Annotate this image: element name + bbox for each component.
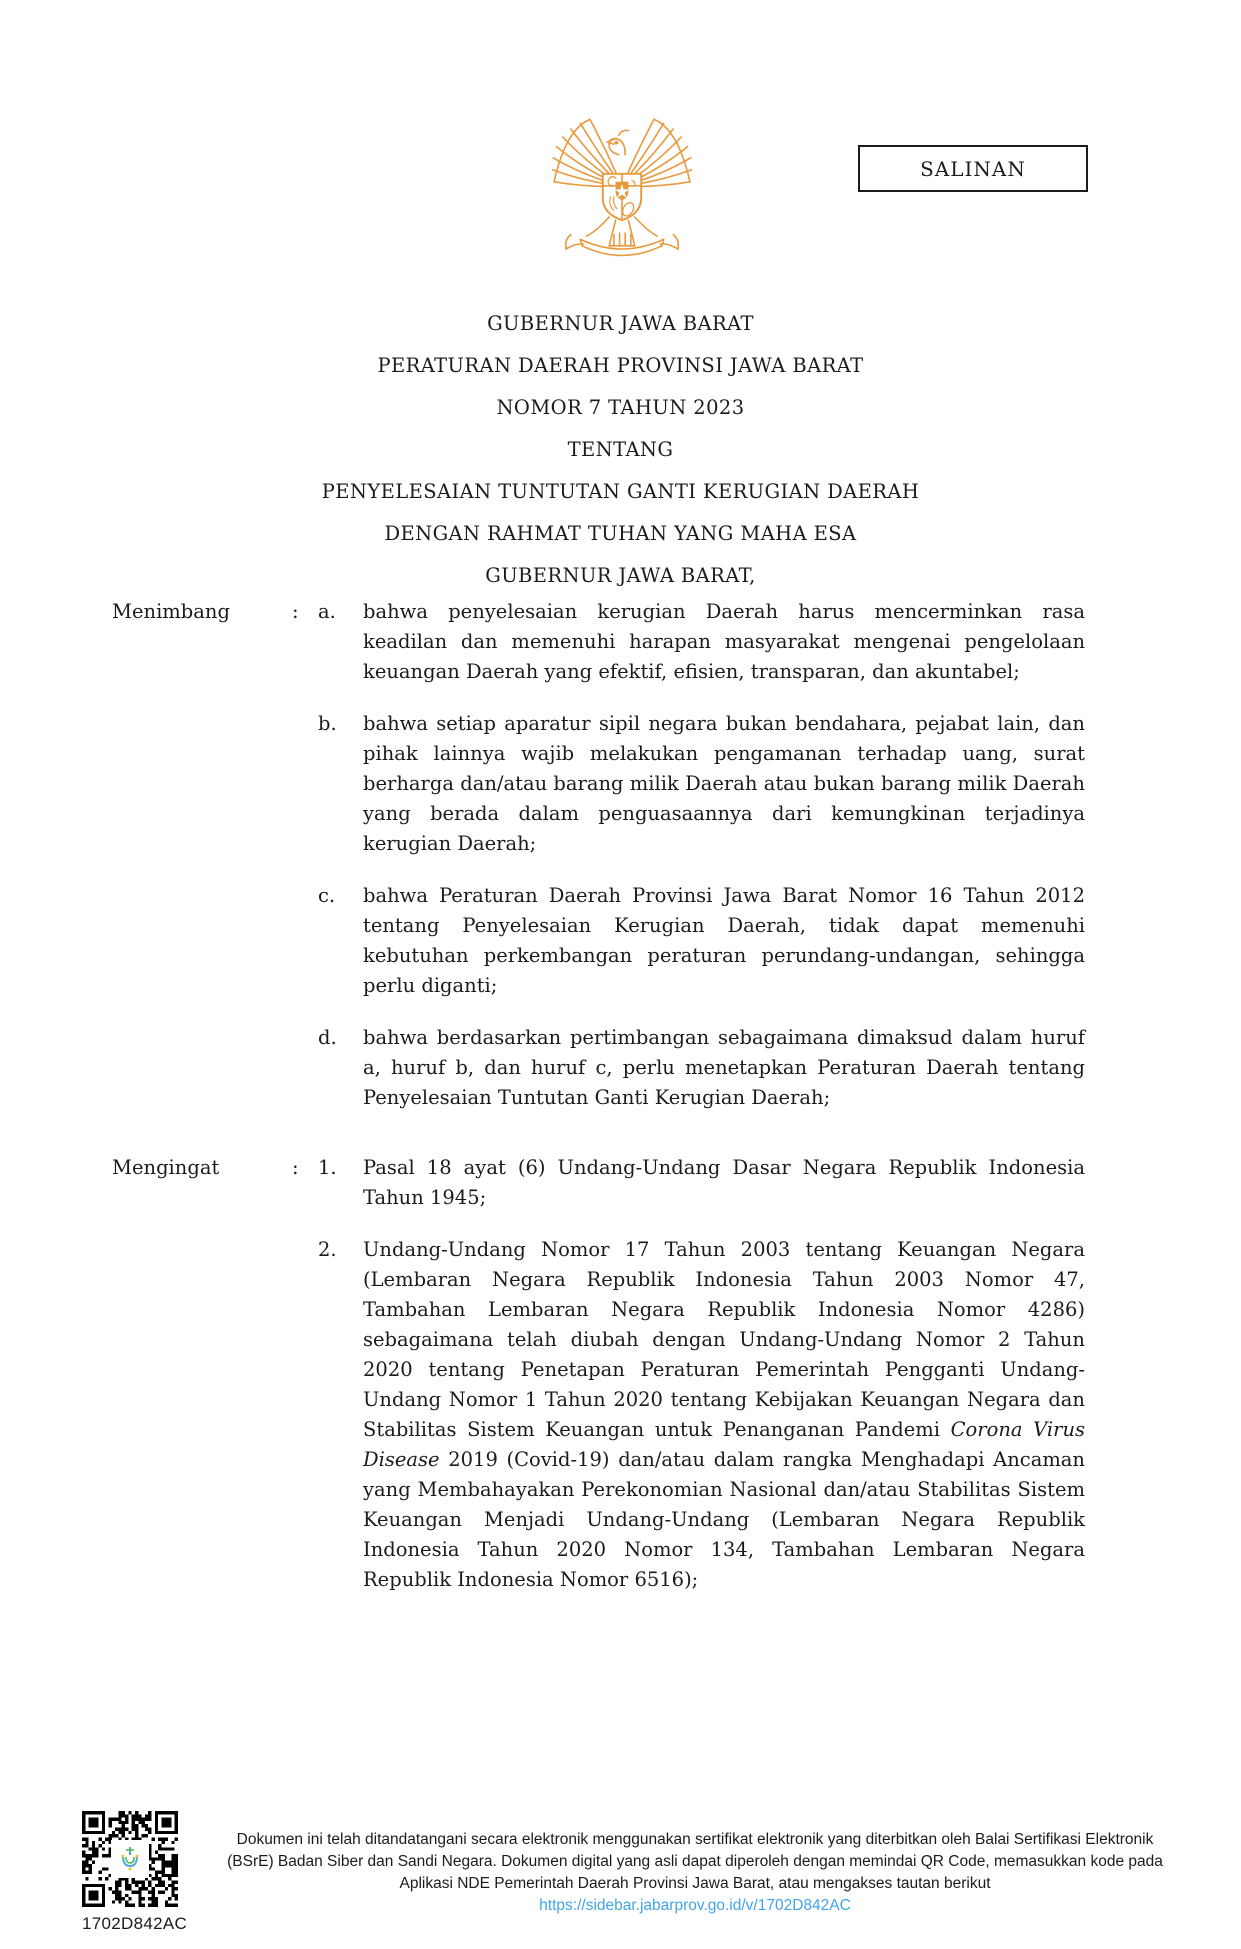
list-item bbox=[318, 1023, 1085, 1113]
qr-block bbox=[82, 1811, 188, 1934]
clause-colon: : bbox=[292, 1156, 299, 1179]
list-item bbox=[318, 597, 1085, 687]
list-item bbox=[318, 1153, 1085, 1213]
title-gubernur-comma: GUBERNUR JAWA BARAT, bbox=[485, 564, 756, 587]
verification-link[interactable]: https://sidebar.jabarprov.go.id/v/1702D842AC bbox=[539, 1897, 851, 1914]
list-item-text bbox=[363, 1235, 1085, 1595]
title-peraturan: PERATURAN DAERAH PROVINSI JAWA BARAT bbox=[377, 354, 864, 377]
menimbang-items bbox=[318, 597, 1085, 1113]
salinan-stamp bbox=[858, 145, 1088, 192]
title-subject: PENYELESAIAN TUNTUTAN GANTI KERUGIAN DAERAH bbox=[321, 480, 920, 503]
list-item-marker: b. bbox=[318, 712, 337, 735]
list-item-text: bahwa berdasarkan pertimbangan sebagaimana dimaksud dalam huruf a, huruf b, dan huruf c, perlu menetapkan Peraturan Daerah tentang Penyelesaian Tuntutan Ganti Kerugian Daerah; bbox=[363, 1026, 1085, 1109]
document-title-block bbox=[0, 0, 1241, 597]
list-item-marker: 1. bbox=[318, 1156, 337, 1179]
text-segment-italic: Corona Virus Disease bbox=[363, 1418, 1086, 1471]
text-segment: 2019 (Covid-19) dan/atau dalam rangka Menghadapi Ancaman yang Membahayakan Perekonomian Nasional dan/atau Stabilitas Sistem Keuangan Menjadi Undang-Undang (Lembaran Negara Republik Indonesia Tahun 2020 Nomor 134, Tambahan Lembaran Negara Republik Indonesia Nomor 6516); bbox=[363, 1448, 1085, 1591]
clause-label-mengingat: Mengingat bbox=[112, 1156, 220, 1179]
bsre-logo-icon bbox=[111, 1840, 149, 1878]
document-body bbox=[0, 597, 1241, 1595]
list-item-text: bahwa Peraturan Daerah Provinsi Jawa Barat Nomor 16 Tahun 2012 tentang Penyelesaian Kerugian Daerah, tidak dapat memenuhi kebutuhan perkembangan peraturan perundang-undangan, sehingga perlu diganti; bbox=[363, 884, 1085, 997]
list-item bbox=[318, 1235, 1085, 1595]
list-item-text: Pasal 18 ayat (6) Undang-Undang Dasar Negara Republik Indonesia Tahun 1945; bbox=[363, 1156, 1085, 1209]
qr-code-icon bbox=[82, 1811, 178, 1907]
esign-disclaimer bbox=[220, 1829, 1170, 1917]
list-item-text: bahwa penyelesaian kerugian Daerah harus mencerminkan rasa keadilan dan memenuhi harapan masyarakat mengenai pengelolaan keuangan Daerah yang efektif, efisien, transparan, dan akuntabel; bbox=[363, 600, 1085, 683]
clause-menimbang bbox=[112, 597, 1085, 1113]
list-item bbox=[318, 881, 1085, 1001]
salinan-stamp-label: SALINAN bbox=[920, 156, 1026, 181]
garuda-pancasila-emblem bbox=[542, 103, 702, 275]
title-tentang: TENTANG bbox=[567, 438, 674, 461]
list-item-text: bahwa setiap aparatur sipil negara bukan bendahara, pejabat lain, dan pihak lainnya wajib melakukan pengamanan terhadap uang, surat berharga dan/atau barang milik Daerah atau bukan barang milik Daerah yang berada dalam penguasaannya dari kemungkinan terjadinya kerugian Daerah; bbox=[363, 712, 1085, 855]
text-segment: Undang-Undang Nomor 17 Tahun 2003 tentang Keuangan Negara (Lembaran Negara Republik Indonesia Tahun 2003 Nomor 47, Tambahan Lembaran Negara Republik Indonesia Nomor 4286) sebagaimana telah diubah dengan Undang-Undang Nomor 2 Tahun 2020 tentang Penetapan Peraturan Pemerintah Pengganti Undang-Undang Nomor 1 Tahun 2020 tentang Kebijakan Keuangan Negara dan Stabilitas Sistem Keuangan untuk Penanganan Pandemi bbox=[363, 1238, 1085, 1441]
qr-code-label: 1702D842AC bbox=[82, 1914, 188, 1933]
clause-mengingat bbox=[112, 1153, 1085, 1595]
clause-label-menimbang: Menimbang bbox=[112, 600, 230, 623]
esign-disclaimer-text: Dokumen ini telah ditandatangani secara elektronik menggunakan sertifikat elektronik yang diterbitkan oleh Balai Sertifikasi Elektronik (BSrE) Badan Siber dan Sandi Negara. Dokumen digital yang asli dapat diperoleh dengan memindai QR Code, memasukkan kode pada Aplikasi NDE Pemerintah Daerah Provinsi Jawa Barat, atau mengakses tautan berikut bbox=[227, 1831, 1163, 1892]
list-item-marker: d. bbox=[318, 1026, 337, 1049]
list-item bbox=[318, 709, 1085, 859]
list-item-marker: c. bbox=[318, 884, 336, 907]
list-item-marker: 2. bbox=[318, 1238, 337, 1261]
title-rahmat: DENGAN RAHMAT TUHAN YANG MAHA ESA bbox=[384, 522, 857, 545]
clause-colon: : bbox=[292, 600, 299, 623]
mengingat-items bbox=[318, 1153, 1085, 1595]
list-item-marker: a. bbox=[318, 600, 336, 623]
garuda-icon bbox=[542, 103, 702, 275]
title-nomor: NOMOR 7 TAHUN 2023 bbox=[496, 396, 745, 419]
title-gubernur: GUBERNUR JAWA BARAT bbox=[487, 312, 754, 335]
